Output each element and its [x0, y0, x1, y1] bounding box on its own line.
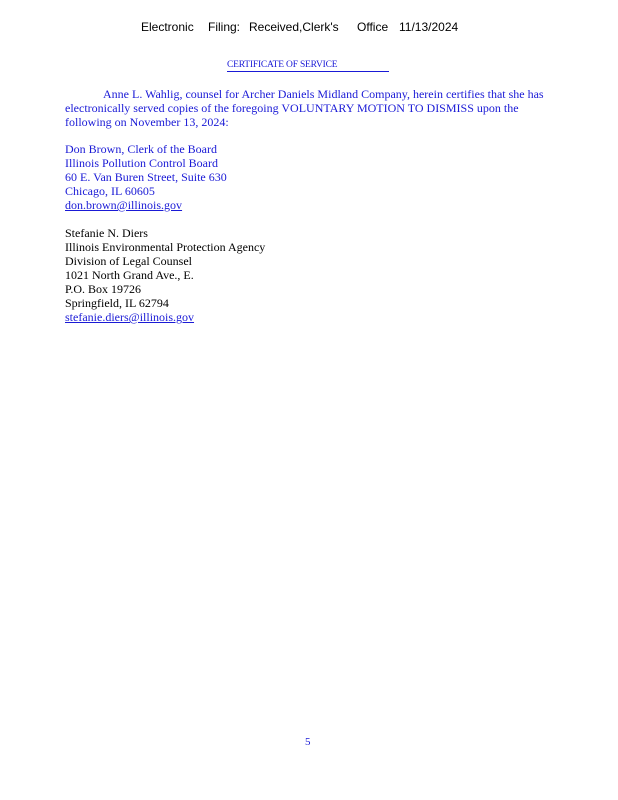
header-electronic: Electronic — [141, 20, 194, 34]
counsel-name: Anne L. Wahlig — [103, 87, 180, 101]
recipient-2-org: Illinois Environmental Protection Agency — [65, 240, 266, 254]
recipient-block-2 — [65, 226, 265, 324]
counsel-role: , counsel for — [179, 87, 242, 101]
certificate-line-3 — [65, 115, 570, 129]
document-name: VOLUNTARY MOTION TO DISMISS — [281, 101, 474, 115]
recipient-1-email-link[interactable]: don.brown@illinois.gov — [65, 198, 183, 212]
service-date: November 13, 2024: — [129, 115, 229, 129]
certifies-text: , herein certifies that she has — [406, 87, 544, 101]
recipient-2-pobox: P.O. Box 19726 — [65, 282, 142, 296]
header-date: 11/13/2024 — [399, 20, 459, 34]
upon-text: upon the — [473, 101, 519, 115]
company-name: Archer Daniels Midland Company — [241, 87, 407, 101]
header-received-clerks: Received,Clerk's — [249, 20, 339, 34]
header-filing: Filing: — [208, 20, 241, 34]
served-text: electronically served copies of the foregoing — [65, 101, 282, 115]
recipient-1-name: Don Brown, Clerk of the Board — [65, 142, 217, 156]
header-office: Office — [357, 20, 389, 34]
recipient-2-street: 1021 North Grand Ave., E. — [65, 268, 194, 282]
recipient-2-name: Stefanie N. Diers — [65, 226, 148, 240]
certificate-title: CERTIFICATE OF SERVICE — [227, 60, 389, 72]
recipient-block-1 — [65, 142, 227, 212]
recipient-2-division: Division of Legal Counsel — [65, 254, 192, 268]
recipient-2-city: Springfield, IL 62794 — [65, 296, 169, 310]
page-number: 5 — [305, 736, 311, 748]
recipient-1-city: Chicago, IL 60605 — [65, 184, 155, 198]
recipient-1-org: Illinois Pollution Control Board — [65, 156, 219, 170]
following-text: following on — [65, 115, 130, 129]
recipient-2-email-link[interactable]: stefanie.diers@illinois.gov — [65, 310, 195, 324]
certificate-line-2 — [65, 101, 570, 115]
certificate-line-1 — [65, 87, 570, 101]
recipient-1-street: 60 E. Van Buren Street, Suite 630 — [65, 170, 227, 184]
